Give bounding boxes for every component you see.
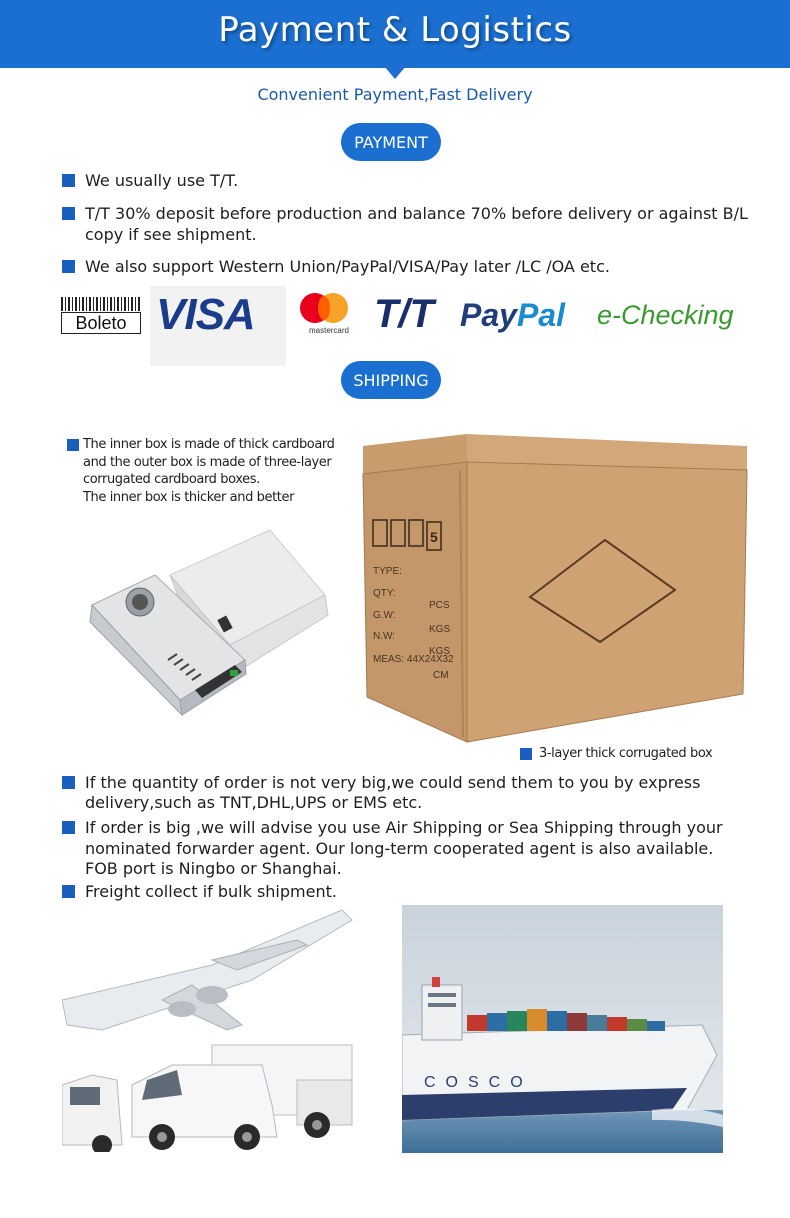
shipping-bullet-2-cont2: FOB port is Ningbo or Shanghai.: [85, 859, 342, 878]
tt-logo: T/T: [374, 292, 434, 336]
boleto-barcode-icon: [61, 297, 141, 311]
carton-type-label: TYPE:: [373, 566, 402, 577]
bullet-marker: [62, 207, 75, 220]
box-note-line-4: The inner box is thicker and better: [83, 490, 295, 505]
payment-section-pill: PAYMENT: [341, 123, 441, 161]
carton-gw-label: G.W:: [373, 610, 396, 621]
airplane-and-trucks-image: [62, 905, 357, 1152]
header-notch: [384, 66, 406, 79]
box-note-line-3: corrugated cardboard boxes.: [83, 472, 260, 487]
shipping-bullet-2: If order is big ,we will advise you use Air Shipping or Sea Shipping through your: [85, 818, 723, 837]
box-note-line-2: and the outer box is made of three-layer: [83, 455, 332, 470]
boleto-logo: Boleto: [61, 312, 141, 334]
bullet-marker: [62, 821, 75, 834]
container-ship-image: [402, 905, 723, 1153]
paypal-logo-pay: Pay: [460, 297, 517, 333]
carton-qty-label: QTY:: [373, 588, 396, 599]
box-caption: 3-layer thick corrugated box: [539, 746, 713, 761]
shipping-bullet-2-cont: nominated forwarder agent. Our long-term cooperated agent is also available.: [85, 839, 714, 858]
bullet-marker: [62, 174, 75, 187]
page-title: Payment & Logistics: [218, 10, 572, 50]
carton-kgs2-label: KGS: [429, 646, 451, 657]
bullet-marker: [62, 885, 75, 898]
shipping-bullet-3: Freight collect if bulk shipment.: [85, 882, 337, 901]
carton-kgs1-label: KGS: [429, 624, 451, 635]
carton-stack-label: 5: [430, 529, 438, 545]
bullet-marker: [62, 776, 75, 789]
bullet-marker: [520, 748, 532, 760]
box-note-line-1: The inner box is made of thick cardboard: [83, 437, 335, 452]
payment-bullet-2-cont: copy if see shipment.: [85, 225, 257, 244]
carton-pcs-label: PCS: [429, 600, 450, 611]
mastercard-overlap-icon: [318, 296, 330, 320]
corrugated-carton-box-image: [355, 432, 750, 744]
paypal-logo: [460, 297, 565, 334]
visa-logo: VISA: [156, 290, 255, 339]
power-supply-with-inner-box-image: [80, 520, 335, 725]
payment-bullet-3: We also support Western Union/PayPal/VISA/Pay later /LC /OA etc.: [85, 257, 610, 276]
echecking-logo: e-Checking: [597, 300, 734, 330]
payment-bullet-2: T/T 30% deposit before production and balance 70% before delivery or against B/L: [85, 204, 748, 223]
ship-hull-lettering: COSCO: [424, 1074, 533, 1091]
paypal-logo-pal: Pal: [516, 297, 565, 333]
carton-meas-label: MEAS: 44X24X32: [373, 654, 454, 665]
payment-bullet-1: We usually use T/T.: [85, 171, 239, 190]
shipping-section-pill: SHIPPING: [341, 361, 441, 399]
carton-cm-label: CM: [433, 670, 449, 681]
mastercard-logo: mastercard: [308, 326, 349, 335]
carton-nw-label: N.W:: [373, 631, 396, 642]
page-subtitle: Convenient Payment,Fast Delivery: [257, 85, 533, 104]
shipping-bullet-1-cont: delivery,such as TNT,DHL,UPS or EMS etc.: [85, 793, 423, 812]
bullet-marker: [67, 439, 79, 451]
bullet-marker: [62, 260, 75, 273]
shipping-bullet-1: If the quantity of order is not very big,we could send them to you by express: [85, 773, 701, 792]
